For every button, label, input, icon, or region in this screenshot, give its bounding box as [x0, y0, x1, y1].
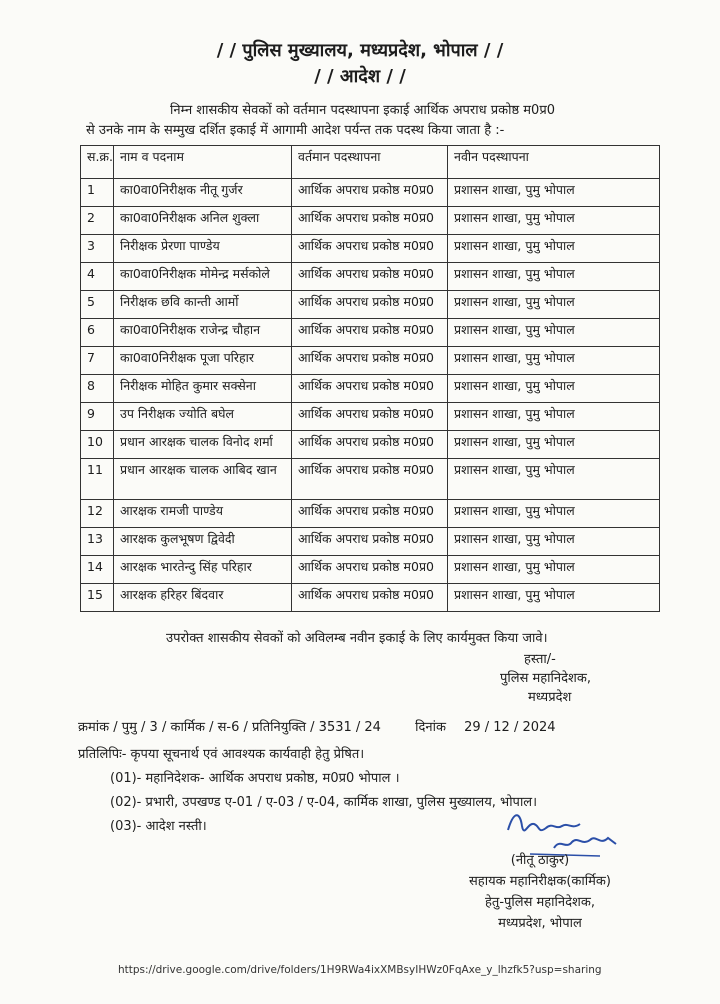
cell-name: आरक्षक हरिहर बिंदवार	[114, 584, 292, 612]
signed-label: हस्ता/-	[524, 652, 556, 667]
cell-current-posting: आर्थिक अपराध प्रकोष्ठ म0प्र0	[292, 319, 448, 347]
cell-sno: 15	[81, 584, 114, 612]
table-row	[81, 403, 660, 431]
header-title: / / पुलिस मुख्यालय, मध्यप्रदेश, भोपाल / /	[216, 40, 504, 61]
cell-current-posting: आर्थिक अपराध प्रकोष्ठ म0प्र0	[292, 235, 448, 263]
cell-new-posting: प्रशासन शाखा, पुमु भोपाल	[448, 263, 660, 291]
cell-name: निरीक्षक प्रेरणा पाण्डेय	[114, 235, 292, 263]
cell-new-posting: प्रशासन शाखा, पुमु भोपाल	[448, 431, 660, 459]
cell-new-posting: प्रशासन शाखा, पुमु भोपाल	[448, 556, 660, 584]
officer-signature-block	[440, 850, 640, 934]
cell-name: निरीक्षक मोहित कुमार सक्सेना	[114, 375, 292, 403]
cell-new-posting: प्रशासन शाखा, पुमु भोपाल	[448, 319, 660, 347]
cell-current-posting: आर्थिक अपराध प्रकोष्ठ म0प्र0	[292, 403, 448, 431]
table-row	[81, 179, 660, 207]
cell-sno: 7	[81, 347, 114, 375]
cell-name: का0वा0निरीक्षक नीतू गुर्जर	[114, 179, 292, 207]
cell-new-posting: प्रशासन शाखा, पुमु भोपाल	[448, 528, 660, 556]
table-row	[81, 556, 660, 584]
cell-current-posting: आर्थिक अपराध प्रकोष्ठ म0प्र0	[292, 584, 448, 612]
cell-sno: 9	[81, 403, 114, 431]
cell-new-posting: प्रशासन शाखा, पुमु भोपाल	[448, 291, 660, 319]
cell-sno: 14	[81, 556, 114, 584]
cell-sno: 2	[81, 207, 114, 235]
cell-new-posting: प्रशासन शाखा, पुमु भोपाल	[448, 179, 660, 207]
table-row	[81, 235, 660, 263]
cell-sno: 11	[81, 459, 114, 500]
cell-name: प्रधान आरक्षक चालक आबिद खान	[114, 459, 292, 500]
cell-sno: 8	[81, 375, 114, 403]
cell-new-posting: प्रशासन शाखा, पुमु भोपाल	[448, 500, 660, 528]
copy-item-1: (01)- महानिदेशक- आर्थिक अपराध प्रकोष्ठ, म0प्र0 भोपाल ।	[110, 771, 400, 786]
cell-name: आरक्षक कुलभूषण द्विवेदी	[114, 528, 292, 556]
header-new-posting: नवीन पदस्थापना	[448, 146, 660, 179]
copy-item-3: (03)- आदेश नस्ती।	[110, 819, 207, 834]
cell-new-posting: प्रशासन शाखा, पुमु भोपाल	[448, 207, 660, 235]
dgp-signature-block	[500, 650, 591, 707]
intro-line-2: से उनके नाम के सम्मुख दर्शित इकाई में आगामी आदेश पर्यन्त तक पदस्थ किया जाता है :-	[86, 123, 505, 138]
table-row	[81, 459, 660, 500]
table-row	[81, 207, 660, 235]
table-row	[81, 319, 660, 347]
header-sno: स.क्र.	[81, 146, 114, 179]
cell-name: उप निरीक्षक ज्योति बघेल	[114, 403, 292, 431]
officer-designation: सहायक महानिरीक्षक(कार्मिक)	[469, 874, 611, 889]
header-current-posting: वर्तमान पदस्थापना	[292, 146, 448, 179]
cell-name: प्रधान आरक्षक चालक विनोद शर्मा	[114, 431, 292, 459]
table-row	[81, 584, 660, 612]
cell-sno: 6	[81, 319, 114, 347]
cell-sno: 5	[81, 291, 114, 319]
cell-name: का0वा0निरीक्षक मोमेन्द्र मर्सकोले	[114, 263, 292, 291]
table-row	[81, 528, 660, 556]
header-name: नाम व पदनाम	[114, 146, 292, 179]
cell-current-posting: आर्थिक अपराध प्रकोष्ठ म0प्र0	[292, 459, 448, 500]
cell-new-posting: प्रशासन शाखा, पुमु भोपाल	[448, 459, 660, 500]
table-row	[81, 347, 660, 375]
intro-line-1: निम्न शासकीय सेवकों को वर्तमान पदस्थापना इकाई आर्थिक अपराध प्रकोष्ठ म0प्र0	[170, 103, 555, 118]
cell-current-posting: आर्थिक अपराध प्रकोष्ठ म0प्र0	[292, 556, 448, 584]
date-label: दिनांक	[415, 720, 446, 735]
cell-current-posting: आर्थिक अपराध प्रकोष्ठ म0प्र0	[292, 528, 448, 556]
cell-current-posting: आर्थिक अपराध प्रकोष्ठ म0प्र0	[292, 431, 448, 459]
officer-name: (नीतू ठाकुर)	[510, 853, 570, 868]
cell-new-posting: प्रशासन शाखा, पुमु भोपाल	[448, 347, 660, 375]
cell-sno: 3	[81, 235, 114, 263]
cell-sno: 10	[81, 431, 114, 459]
order-number: क्रमांक / पुमु / 3 / कार्मिक / स-6 / प्रतिनियुक्ति / 3531 / 24	[78, 720, 381, 735]
officer-on-behalf: हेतु-पुलिस महानिदेशक,	[485, 895, 595, 910]
table-row	[81, 375, 660, 403]
cell-name: आरक्षक रामजी पाण्डेय	[114, 500, 292, 528]
cell-name: का0वा0निरीक्षक अनिल शुक्ला	[114, 207, 292, 235]
cell-current-posting: आर्थिक अपराध प्रकोष्ठ म0प्र0	[292, 500, 448, 528]
cell-current-posting: आर्थिक अपराध प्रकोष्ठ म0प्र0	[292, 291, 448, 319]
cell-new-posting: प्रशासन शाखा, पुमु भोपाल	[448, 584, 660, 612]
transfer-table	[80, 145, 660, 612]
order-heading: / / आदेश / /	[314, 66, 406, 87]
copy-intro: प्रतिलिपिः- कृपया सूचनार्थ एवं आवश्यक कार्यवाही हेतु प्रेषित।	[78, 747, 365, 762]
cell-current-posting: आर्थिक अपराध प्रकोष्ठ म0प्र0	[292, 375, 448, 403]
footer-url[interactable]: https://drive.google.com/drive/folders/1H9RWa4ixXMBsyIHWz0FqAxe_y_lhzfk5?usp=sharing	[118, 964, 602, 976]
cell-new-posting: प्रशासन शाखा, पुमु भोपाल	[448, 375, 660, 403]
order-number-line	[78, 717, 556, 735]
table-row	[81, 263, 660, 291]
cell-current-posting: आर्थिक अपराध प्रकोष्ठ म0प्र0	[292, 179, 448, 207]
cell-name: का0वा0निरीक्षक पूजा परिहार	[114, 347, 292, 375]
dgp-state: मध्यप्रदेश	[528, 690, 572, 705]
closing-instruction: उपरोक्त शासकीय सेवकों को अविलम्ब नवीन इकाई के लिए कार्यमुक्त किया जावे।	[166, 631, 548, 646]
cell-sno: 4	[81, 263, 114, 291]
table-row	[81, 291, 660, 319]
cell-name: निरीक्षक छवि कान्ती आर्मो	[114, 291, 292, 319]
table-header-row	[81, 146, 660, 179]
cell-current-posting: आर्थिक अपराध प्रकोष्ठ म0प्र0	[292, 347, 448, 375]
cell-name: का0वा0निरीक्षक राजेन्द्र चौहान	[114, 319, 292, 347]
cell-new-posting: प्रशासन शाखा, पुमु भोपाल	[448, 403, 660, 431]
cell-sno: 1	[81, 179, 114, 207]
cell-sno: 12	[81, 500, 114, 528]
cell-sno: 13	[81, 528, 114, 556]
table-row	[81, 500, 660, 528]
cell-name: आरक्षक भारतेन्दु सिंह परिहार	[114, 556, 292, 584]
order-date: 29 / 12 / 2024	[464, 720, 556, 735]
table-row	[81, 431, 660, 459]
cell-current-posting: आर्थिक अपराध प्रकोष्ठ म0प्र0	[292, 263, 448, 291]
cell-current-posting: आर्थिक अपराध प्रकोष्ठ म0प्र0	[292, 207, 448, 235]
copy-item-2: (02)- प्रभारी, उपखण्ड ए-01 / ए-03 / ए-04, कार्मिक शाखा, पुलिस मुख्यालय, भोपाल।	[110, 795, 538, 810]
cell-new-posting: प्रशासन शाखा, पुमु भोपाल	[448, 235, 660, 263]
dgp-title: पुलिस महानिदेशक,	[500, 671, 591, 686]
officer-place: मध्यप्रदेश, भोपाल	[498, 916, 582, 931]
